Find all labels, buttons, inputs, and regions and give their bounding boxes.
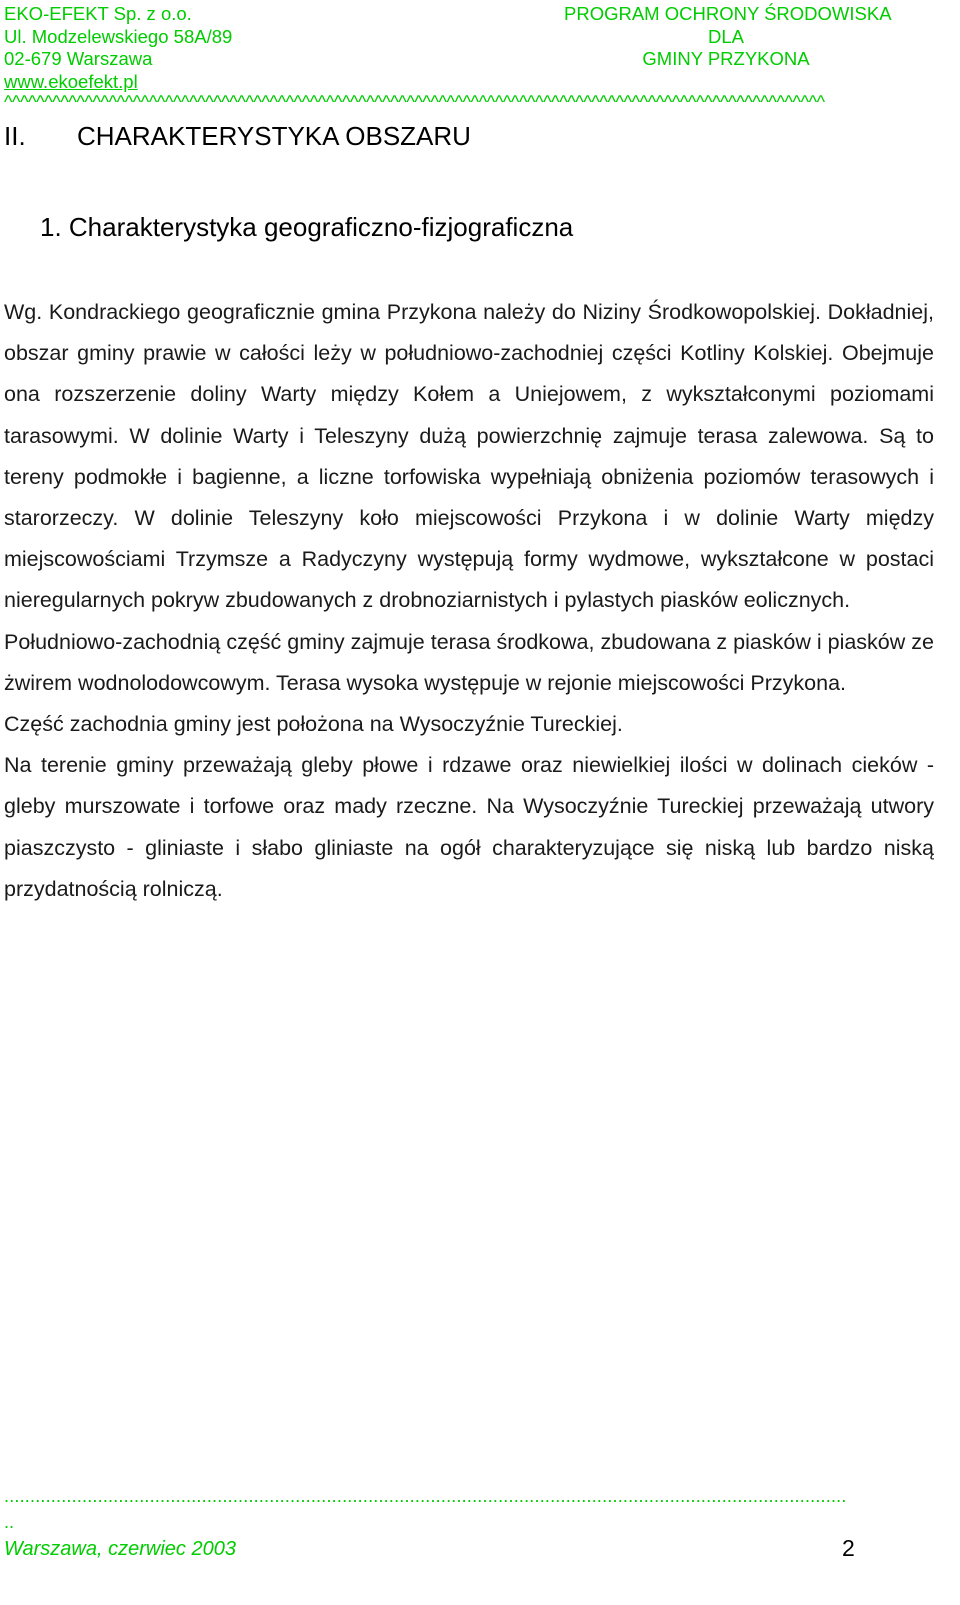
footer-rule-continuation: ..: [4, 1512, 15, 1532]
program-title-line-3: GMINY PRZYKONA: [642, 48, 810, 69]
page-header: [4, 3, 892, 123]
section-heading: 1. Charakterystyka geograficzno-fizjograficzna: [40, 212, 574, 242]
chapter-heading: [4, 118, 471, 154]
chapter-title: CHARAKTERYSTYKA OBSZARU: [77, 121, 471, 151]
paragraph-terrace: Południowo-zachodnią część gminy zajmuje terasa środkowa, zbudowana z piasków i piasków ze żwirem wodnolodowcowym. Terasa wysoka występuje w rejonie miejscowości Przykona.: [4, 629, 934, 695]
company-name: EKO-EFEKT Sp. z o.o.: [4, 3, 192, 24]
paragraph-geography: Wg. Kondrackiego geograficznie gmina Przykona należy do Niziny Środkowopolskiej. Dokładniej, obszar gminy prawie w całości leży w południowo-zachodniej części Kotliny Kolskiej. Obejmuje ona rozszerzenie doliny Warty między Kołem a Uniejowem, z wykształconymi poziomami tarasowymi. W dolinie Warty i Teleszyny dużą powierzchnię zajmuje terasa zalewowa. Są to tereny podmokłe i bagienne, a liczne torfowiska wypełniają obniżenia poziomów terasowych i starorzeczy. W dolinie Teleszyny koło miejscowości Przykona i w dolinie Warty między miejscowościami Trzymsze a Radyczyny występują formy wydmowe, wykształcone w postaci nieregularnych pokryw zbudowanych z drobnoziarnistych i pylastych piasków eolicznych.: [4, 300, 934, 613]
company-info: [4, 3, 232, 93]
company-website-link[interactable]: www.ekoefekt.pl: [4, 70, 138, 92]
company-city: 02-679 Warszawa: [4, 48, 153, 69]
program-title-line-2: DLA: [708, 25, 744, 47]
chapter-number: II.: [4, 121, 26, 151]
page-number: 2: [842, 1535, 855, 1561]
footer-date: Warszawa, czerwiec 2003: [4, 1538, 236, 1560]
program-title-line-1: PROGRAM OCHRONY ŚRODOWISKA: [564, 3, 892, 24]
header-separator: ^^^^^^^^^^^^^^^^^^^^^^^^^^^^^^^^^^^^^^^^^^^^^^^^^^^^^^^^^^^^^^^^^^^^^^^^^^^^^^^^^^^^^^^^^^^^^^^^^^^^^^: [4, 92, 825, 112]
paragraph-west: Część zachodnia gminy jest położona na Wysoczyźnie Tureckiej.: [4, 712, 623, 737]
company-street: Ul. Modzelewskiego 58A/89: [4, 25, 233, 47]
document-body: [4, 292, 934, 910]
footer-rule: ..................................................................................................................................................................: [4, 1486, 847, 1506]
document-program-title: [564, 3, 892, 71]
paragraph-soils: Na terenie gminy przeważają gleby płowe i rdzawe oraz niewielkiej ilości w dolinach cieków - gleby murszowate i torfowe oraz mady rzeczne. Na Wysoczyźnie Tureckiej przeważają utwory piaszczysto - gliniaste i słabo gliniaste na ogół charakteryzujące się niską lub bardzo niską przydatnością rolniczą.: [4, 753, 934, 901]
